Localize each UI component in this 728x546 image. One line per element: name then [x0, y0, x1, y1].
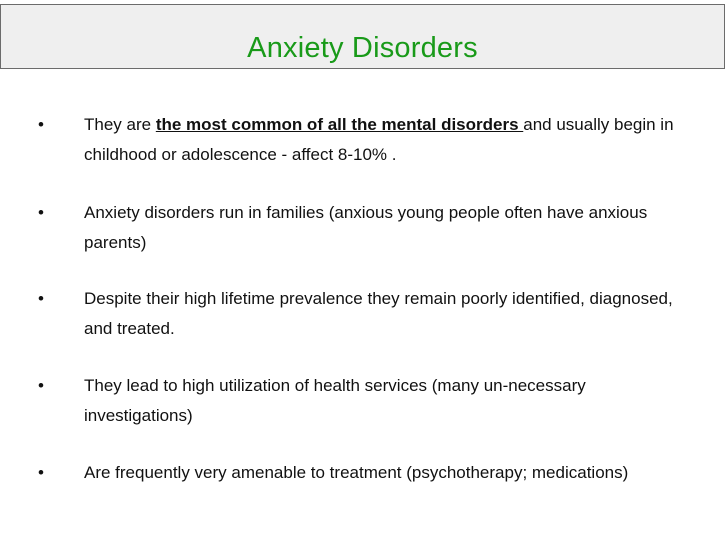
bullet-dot: •	[38, 203, 44, 222]
bullet-dot: •	[38, 289, 44, 308]
bullet-dot: •	[38, 376, 44, 395]
bullet-text: Are frequently very amenable to treatment (psychotherapy; medications)	[84, 463, 629, 482]
bullet-text: Anxiety disorders run in families (anxious young people often have anxious parents)	[84, 203, 648, 252]
bullet-dot: •	[38, 463, 44, 482]
slide-title: Anxiety Disorders	[247, 32, 478, 64]
bullet-dot: •	[38, 115, 44, 134]
bullet-text-pre: They are	[84, 115, 156, 134]
bullet-text-post: and usually begin in childhood or adolescence - affect 8-10% .	[84, 115, 674, 164]
bullet-emphasis: the most common of all the mental disorders	[155, 115, 524, 134]
bullet-text: Despite their high lifetime prevalence they remain poorly identified, diagnosed, and treated.	[84, 289, 673, 338]
bullet-text: They lead to high utilization of health services (many un-necessary investigations)	[84, 376, 586, 425]
bullet-text	[84, 110, 699, 170]
